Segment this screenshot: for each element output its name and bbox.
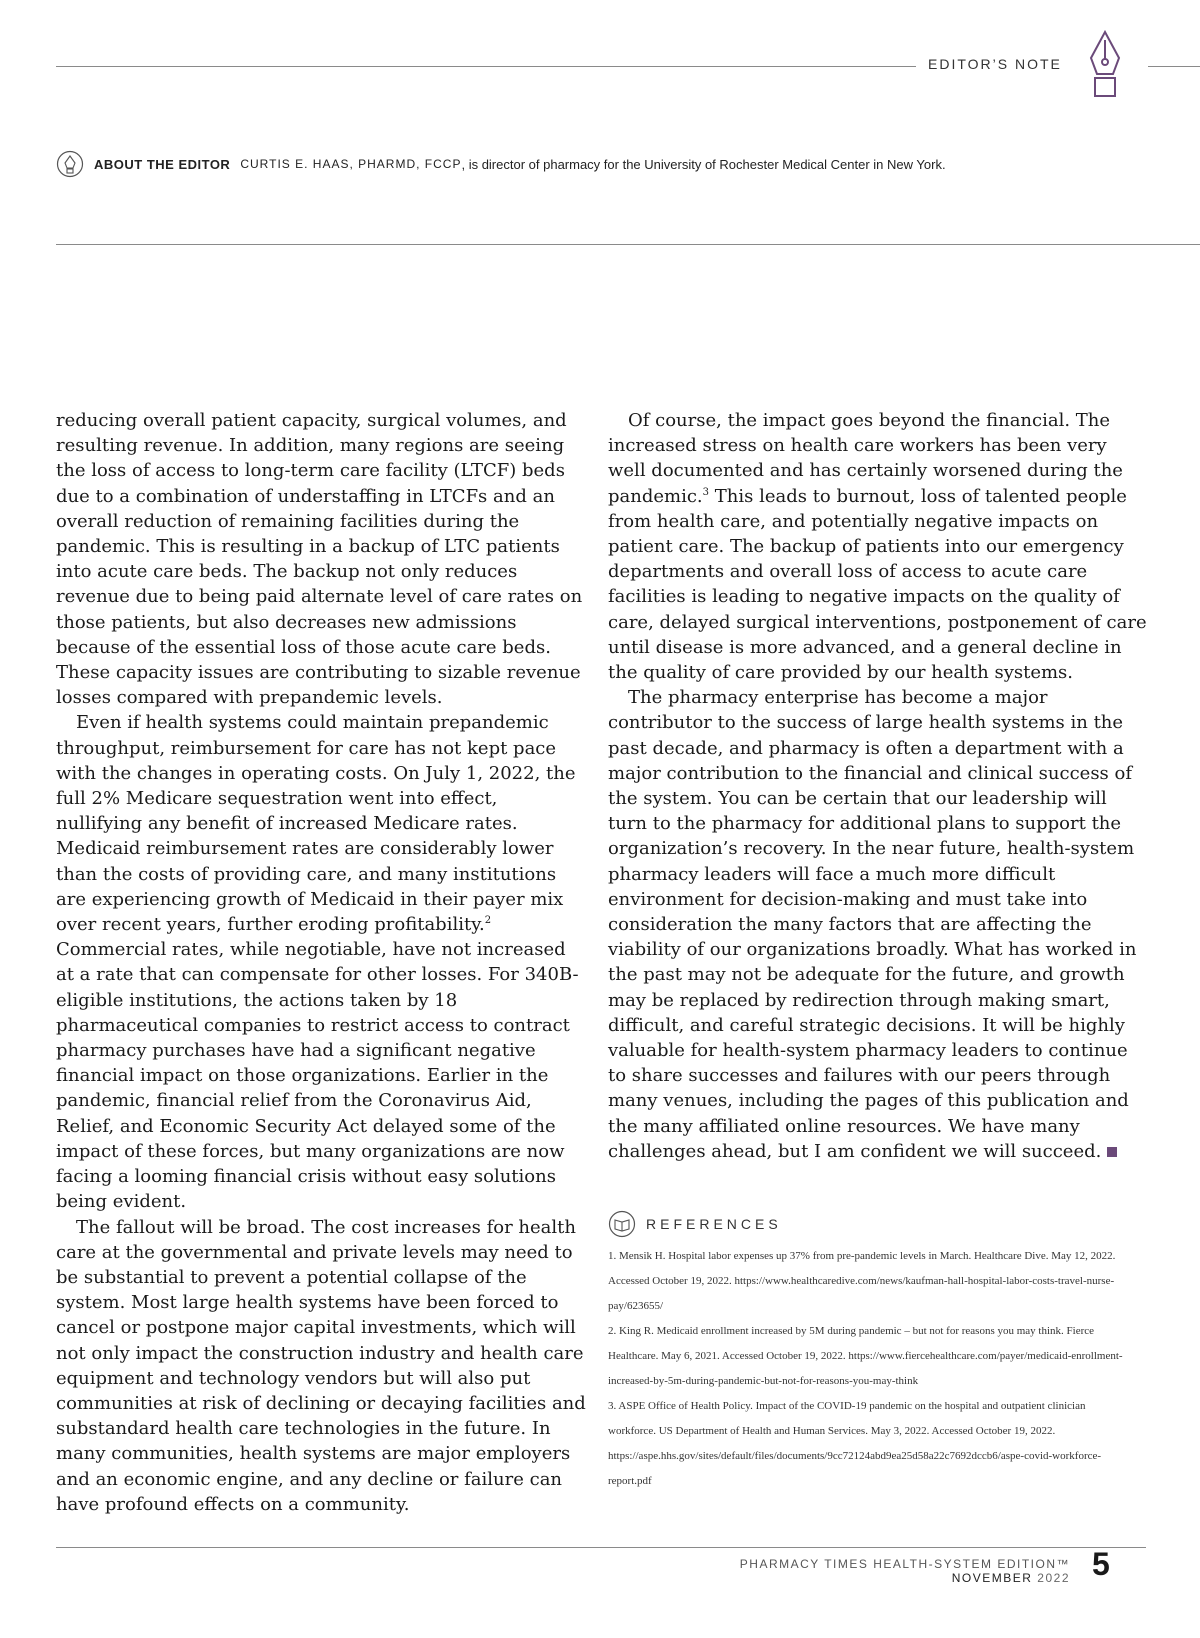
references-section [608, 1210, 1128, 1494]
references-header [608, 1210, 1128, 1238]
reference-item-2: 2. King R. Medicaid enrollment increased by 5M during pandemic – but not for reasons you may think. Fierce Healthcare. May 6, 2021. Accessed October 19, 2022. https://www.fiercehealthcare.com/payer/medicaid-enrollment-increased-by-5m-during-pandemic-but-not-for-reasons-you-may-think [608, 1325, 1123, 1387]
pen-circle-icon [56, 150, 84, 178]
reference-marker-2: 2 [484, 915, 492, 927]
fountain-pen-icon [1085, 30, 1125, 102]
left-paragraph-3: The fallout will be broad. The cost increases for health care at the governmental and private levels may need to be substantial to prevent a potential collapse of the system. Most large health systems have been forced to cancel or postpone major capital investments, which will not only impact the construction industry and health care equipment and technology vendors but will also put communities at risk of declining or decaying facilities and substandard health care technologies in the future. In many communities, health systems are major employers and an economic engine, and any decline or failure can have profound effects on a community. [56, 1216, 586, 1515]
section-label: EDITOR’S NOTE [928, 56, 1062, 72]
left-paragraph-2 [56, 710, 586, 1214]
right-paragraph-1-text-a: Of course, the impact goes beyond the financial. The increased stress on health care workers has been very well documented and has certainly worsened during the pandemic. [608, 410, 1123, 507]
left-column [56, 408, 586, 1517]
page-number: 5 [1092, 1546, 1110, 1582]
references-title: REFERENCES [646, 1216, 782, 1232]
publication-name: PHARMACY TIMES HEALTH-SYSTEM EDITION™ [739, 1557, 1070, 1571]
header-rule-left [56, 66, 916, 67]
end-of-article-mark [1107, 1147, 1117, 1157]
right-paragraph-1 [608, 408, 1148, 685]
footer [740, 1557, 1070, 1585]
issue-year: 2022 [1037, 1571, 1070, 1585]
footer-rule [56, 1547, 1146, 1548]
book-icon [608, 1210, 636, 1238]
right-paragraph-2 [608, 685, 1148, 1164]
left-paragraph-2-text-a: Even if health systems could maintain prepandemic throughput, reimbursement for care has not kept pace with the changes in operating costs. On July 1, 2022, the full 2% Medicare sequestration went into effect, nullifying any benefit of increased Medicare rates. Medicaid reimbursement rates are considerably lower than the costs of providing care, and many institutions are experiencing growth of Medicaid in their payer mix over recent years, further eroding profitability. [56, 712, 576, 936]
reference-item-1: 1. Mensik H. Hospital labor expenses up 37% from pre-pandemic levels in March. Healthcare Dive. May 12, 2022. Accessed October 19, 2022. https://www.healthcaredive.com/news/kaufman-hall-hospital-labor-costs-travel-nurse-pay/623655/ [608, 1250, 1116, 1312]
left-paragraph-1: reducing overall patient capacity, surgical volumes, and resulting revenue. In addition, many regions are seeing the loss of access to long-term care facility (LTCF) beds due to a combination of understaffing in LTCFs and an overall reduction of remaining facilities during the pandemic. This is resulting in a backup of LTC patients into acute care beds. The backup not only reduces revenue due to being paid alternate level of care rates on those patients, but also decreases new admissions because of the essential loss of those acute care beds. These capacity issues are contributing to sizable revenue losses compared with prepandemic levels. [56, 410, 583, 709]
about-label: ABOUT THE EDITOR [94, 156, 231, 172]
right-paragraph-1-text-b: This leads to burnout, loss of talented people from health care, and potentially negative impacts on patient care. The backup of patients into our emergency departments and overall loss of access to acute care facilities is leading to negative impacts on the quality of care, delayed surgical interventions, postponement of care until disease is more advanced, and a general decline in the quality of care provided by our health systems. [608, 485, 1147, 684]
about-the-editor [56, 150, 1156, 178]
reference-item-3: 3. ASPE Office of Health Policy. Impact of the COVID-19 pandemic on the hospital and outpatient clinician workforce. US Department of Health and Human Services. May 3, 2022. Accessed October 19, 2022. https://aspe.hhs.gov/sites/default/files/documents/9cc72124abd9ea25d58a22c7692dccb6/aspe-covid-workforce-report.pdf [608, 1400, 1102, 1487]
issue-month: NOVEMBER [951, 1571, 1033, 1585]
editor-name: CURTIS E. HAAS, PHARMD, FCCP [240, 157, 462, 171]
editor-description: , is director of pharmacy for the University of Rochester Medical Center in New York. [461, 156, 946, 172]
right-paragraph-2-text: The pharmacy enterprise has become a major contributor to the success of large health systems in the past decade, and pharmacy is often a department with a major contribution to the financial and clinical success of the system. You can be certain that our leadership will turn to the pharmacy for additional plans to support the organization’s recovery. In the near future, health-system pharmacy leaders will face a much more difficult environment for decision-making and must take into consideration the many factors that are affecting the viability of our organizations broadly. What has worked in the past may not be adequate for the future, and growth may be replaced by redirection through making smart, difficult, and careful strategic decisions. It will be highly valuable for health-system pharmacy leaders to continue to share successes and failures with our peers through many venues, including the pages of this publication and the many affiliated online resources. We have many challenges ahead, but I am confident we will succeed. [608, 687, 1137, 1162]
header-rule-right [1148, 66, 1200, 67]
reference-marker-3: 3 [702, 486, 710, 498]
right-column [608, 408, 1148, 1164]
left-paragraph-2-text-b: Commercial rates, while negotiable, have not increased at a rate that can compensate for other losses. For 340B-eligible institutions, the actions taken by 18 pharmaceutical companies to restrict access to contract pharmacy purchases have had a significant negative financial impact on those organizations. Earlier in the pandemic, financial relief from the Coronavirus Aid, Relief, and Economic Security Act delayed some of the impact of these forces, but many organizations are now facing a looming financial crisis without easy solutions being evident. [56, 939, 579, 1213]
section-divider [56, 244, 1200, 245]
